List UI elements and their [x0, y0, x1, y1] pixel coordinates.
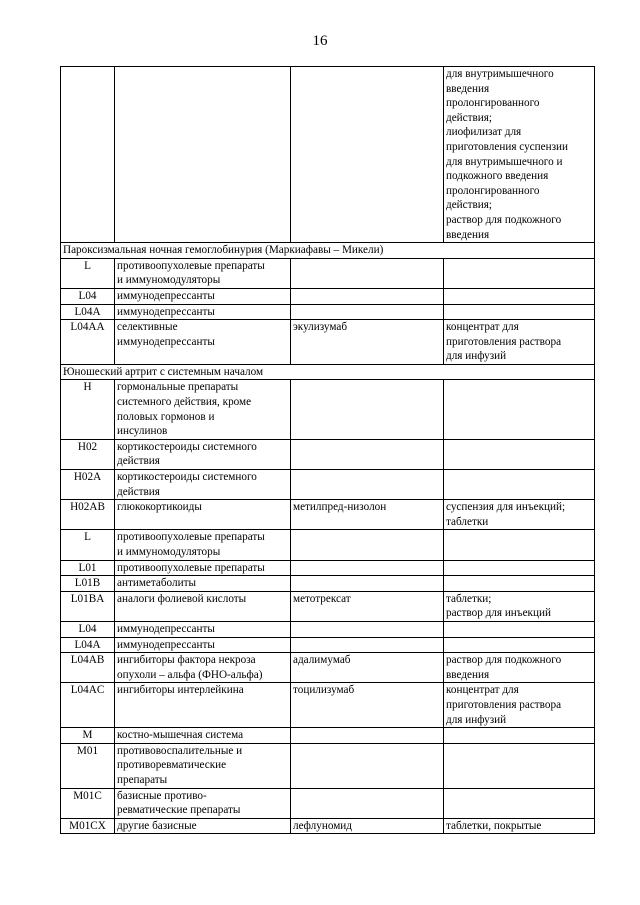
atc-code-cell: L04A	[61, 304, 115, 320]
atc-group-cell: иммунодепрессанты	[115, 621, 291, 637]
atc-group-cell	[115, 67, 291, 243]
table-row	[61, 530, 595, 560]
drug-name-cell: тоцилизумаб	[291, 683, 444, 728]
table-row	[61, 788, 595, 818]
drug-name-cell	[291, 788, 444, 818]
drug-name-cell	[291, 728, 444, 744]
drug-name-cell: лефлуномид	[291, 818, 444, 834]
drug-name-cell	[291, 743, 444, 788]
section-header-row	[61, 364, 595, 380]
atc-group-cell: кортикостероиды системного действия	[115, 470, 291, 500]
drug-name-cell: адалимумаб	[291, 653, 444, 683]
atc-code-cell: L01	[61, 560, 115, 576]
table-row	[61, 288, 595, 304]
table-row	[61, 591, 595, 621]
atc-group-cell: иммунодепрессанты	[115, 637, 291, 653]
atc-code-cell: L04AB	[61, 653, 115, 683]
table-row	[61, 258, 595, 288]
dosage-form-cell: раствор для подкожного введения	[444, 653, 595, 683]
dosage-form-cell	[444, 530, 595, 560]
atc-group-cell: противоопухолевые препараты	[115, 560, 291, 576]
dosage-form-cell: суспензия для инъекций; таблетки	[444, 500, 595, 530]
atc-group-cell: иммунодепрессанты	[115, 304, 291, 320]
table-row	[61, 743, 595, 788]
atc-group-cell: противоопухолевые препараты и иммуномодуляторы	[115, 258, 291, 288]
drug-name-cell	[291, 304, 444, 320]
atc-code-cell: L04AA	[61, 320, 115, 365]
atc-group-cell: ингибиторы фактора некроза опухоли – альфа (ФНО-альфа)	[115, 653, 291, 683]
dosage-form-cell	[444, 258, 595, 288]
atc-code-cell: L04	[61, 621, 115, 637]
atc-group-cell: костно-мышечная система	[115, 728, 291, 744]
atc-code-cell: M01	[61, 743, 115, 788]
dosage-form-cell	[444, 637, 595, 653]
drug-name-cell: метилпред-низолон	[291, 500, 444, 530]
section-title: Пароксизмальная ночная гемоглобинурия (Маркиафавы – Микели)	[61, 243, 595, 259]
dosage-form-cell: таблетки; раствор для инъекций	[444, 591, 595, 621]
atc-group-cell: кортикостероиды системного действия	[115, 439, 291, 469]
dosage-form-cell: концентрат для приготовления раствора для инфузий	[444, 683, 595, 728]
drug-name-cell: экулизумаб	[291, 320, 444, 365]
section-header-row	[61, 243, 595, 259]
atc-group-cell: другие базисные	[115, 818, 291, 834]
table-row	[61, 560, 595, 576]
dosage-form-cell	[444, 470, 595, 500]
atc-code-cell: H02	[61, 439, 115, 469]
drug-name-cell	[291, 530, 444, 560]
dosage-form-cell	[444, 743, 595, 788]
atc-code-cell: H02AB	[61, 500, 115, 530]
dosage-form-cell: концентрат для приготовления раствора для инфузий	[444, 320, 595, 365]
atc-group-cell: иммунодепрессанты	[115, 288, 291, 304]
dosage-form-cell	[444, 728, 595, 744]
drug-name-cell	[291, 380, 444, 439]
table-row	[61, 304, 595, 320]
table-row	[61, 818, 595, 834]
atc-group-cell: антиметаболиты	[115, 576, 291, 592]
atc-group-cell: селективные иммунодепрессанты	[115, 320, 291, 365]
drug-name-cell	[291, 560, 444, 576]
table-row	[61, 653, 595, 683]
dosage-form-cell	[444, 576, 595, 592]
dosage-form-cell	[444, 439, 595, 469]
table-row	[61, 439, 595, 469]
table-row	[61, 470, 595, 500]
atc-group-cell: гормональные препараты системного действия, кроме половых гормонов и инсулинов	[115, 380, 291, 439]
drug-table	[60, 66, 595, 834]
table-row	[61, 500, 595, 530]
table-row	[61, 320, 595, 365]
section-title: Юношеский артрит с системным началом	[61, 364, 595, 380]
table-row	[61, 576, 595, 592]
table-row	[61, 728, 595, 744]
atc-code-cell: H	[61, 380, 115, 439]
atc-code-cell: H02A	[61, 470, 115, 500]
dosage-form-cell: для внутримышечного введения пролонгированного действия; лиофилизат для приготовления суспензии для внутримышечного и подкожного введения пролонгированного действия; раствор для подкожного введения	[444, 67, 595, 243]
atc-code-cell: L01B	[61, 576, 115, 592]
atc-group-cell: аналоги фолиевой кислоты	[115, 591, 291, 621]
atc-code-cell: L04AC	[61, 683, 115, 728]
dosage-form-cell	[444, 560, 595, 576]
drug-name-cell	[291, 258, 444, 288]
atc-code-cell: M	[61, 728, 115, 744]
drug-name-cell: метотрексат	[291, 591, 444, 621]
atc-group-cell: глюкокортикоиды	[115, 500, 291, 530]
table-row	[61, 621, 595, 637]
drug-name-cell	[291, 576, 444, 592]
dosage-form-cell	[444, 288, 595, 304]
drug-name-cell	[291, 621, 444, 637]
atc-group-cell: противоопухолевые препараты и иммуномодуляторы	[115, 530, 291, 560]
atc-group-cell: противовоспалительные и противоревматические препараты	[115, 743, 291, 788]
drug-name-cell	[291, 470, 444, 500]
atc-code-cell: M01C	[61, 788, 115, 818]
dosage-form-cell	[444, 788, 595, 818]
dosage-form-cell: таблетки, покрытые	[444, 818, 595, 834]
atc-group-cell: базисные противо- ревматические препараты	[115, 788, 291, 818]
atc-code-cell: L04	[61, 288, 115, 304]
atc-code-cell: M01CX	[61, 818, 115, 834]
atc-group-cell: ингибиторы интерлейкина	[115, 683, 291, 728]
atc-code-cell: L04A	[61, 637, 115, 653]
table-row	[61, 67, 595, 243]
atc-code-cell: L01BA	[61, 591, 115, 621]
drug-name-cell	[291, 439, 444, 469]
table-row	[61, 380, 595, 439]
atc-code-cell: L	[61, 530, 115, 560]
page-number: 16	[312, 33, 328, 49]
drug-name-cell	[291, 67, 444, 243]
atc-code-cell: L	[61, 258, 115, 288]
drug-name-cell	[291, 288, 444, 304]
table-row	[61, 683, 595, 728]
atc-code-cell	[61, 67, 115, 243]
dosage-form-cell	[444, 304, 595, 320]
drug-name-cell	[291, 637, 444, 653]
table-row	[61, 637, 595, 653]
dosage-form-cell	[444, 380, 595, 439]
dosage-form-cell	[444, 621, 595, 637]
